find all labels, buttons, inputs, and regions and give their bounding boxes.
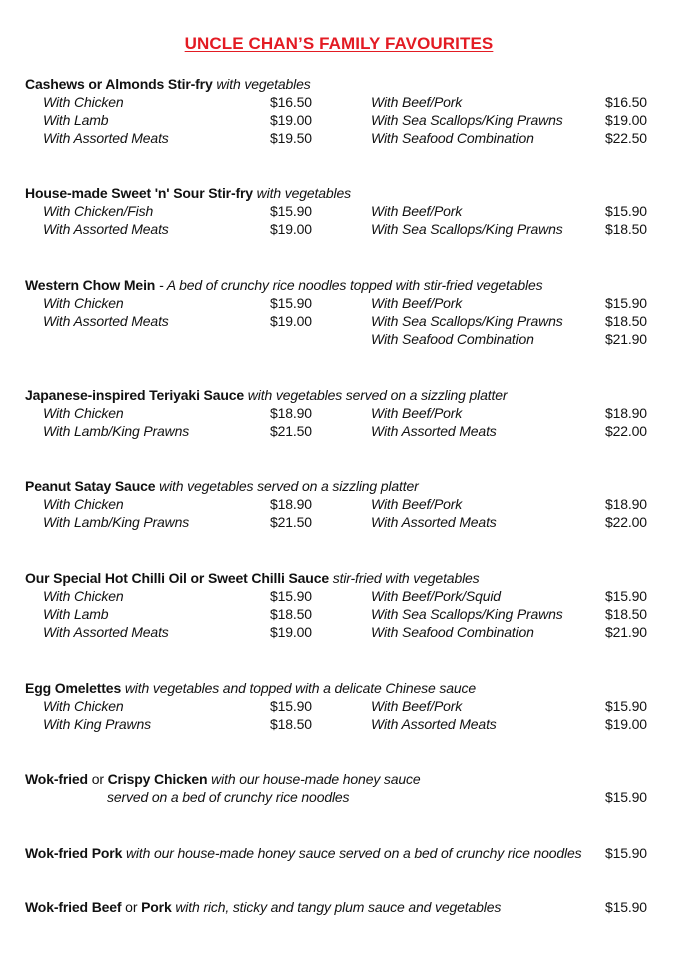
option-price: $15.90 xyxy=(270,203,312,219)
dish-description: with vegetables and topped with a delicate Chinese sauce xyxy=(121,680,476,696)
section-heading xyxy=(25,771,421,787)
option-label: With Chicken xyxy=(43,405,124,421)
option-price: $18.50 xyxy=(270,606,312,622)
option-label: With Beef/Pork/Squid xyxy=(371,588,501,604)
option-label: With Chicken/Fish xyxy=(43,203,154,219)
option-label: With Sea Scallops/King Prawns xyxy=(371,221,563,237)
option-label: With Assorted Meats xyxy=(43,313,169,329)
dish-description: with vegetables xyxy=(252,185,351,201)
option-price: $15.90 xyxy=(270,698,312,714)
option-price: $18.50 xyxy=(605,606,647,622)
option-label: With Assorted Meats xyxy=(43,130,169,146)
dish-name: Peanut Satay Sauce xyxy=(25,478,156,494)
dish-name: Cashews or Almonds Stir-fry xyxy=(25,76,213,92)
option-price: $19.50 xyxy=(270,130,312,146)
section-heading xyxy=(25,277,542,293)
option-label: With Beef/Pork xyxy=(371,698,463,714)
option-price: $18.90 xyxy=(605,405,647,421)
dish-name: Egg Omelettes xyxy=(25,680,122,696)
option-price: $16.50 xyxy=(605,94,647,110)
dish-name-alt: Pork xyxy=(141,899,172,915)
option-price: $22.00 xyxy=(605,514,647,530)
option-label: With Assorted Meats xyxy=(371,514,497,530)
option-label: With Chicken xyxy=(43,94,124,110)
dish-description-continued: served on a bed of crunchy rice noodles xyxy=(107,789,350,805)
dish-description: with our house-made honey sauce served on a bed of crunchy rice noodles xyxy=(122,845,582,861)
option-label: With Assorted Meats xyxy=(43,624,169,640)
option-price: $16.50 xyxy=(270,94,312,110)
dish-description: with vegetables served on a sizzling platter xyxy=(155,478,419,494)
option-label: With Chicken xyxy=(43,698,124,714)
option-label: With Lamb/King Prawns xyxy=(43,514,190,530)
option-price: $15.90 xyxy=(605,203,647,219)
dish-price: $15.90 xyxy=(605,899,647,915)
option-price: $15.90 xyxy=(270,295,312,311)
option-price: $18.90 xyxy=(605,496,647,512)
option-price: $18.50 xyxy=(605,313,647,329)
menu-title: UNCLE CHAN’S FAMILY FAVOURITES xyxy=(184,34,494,53)
option-label: With Lamb xyxy=(43,606,109,622)
section-heading xyxy=(25,185,351,201)
section-heading xyxy=(25,680,476,696)
option-price: $22.00 xyxy=(605,423,647,439)
section-heading xyxy=(25,76,311,92)
option-price: $19.00 xyxy=(270,221,312,237)
section-heading xyxy=(25,478,419,494)
option-label: With Assorted Meats xyxy=(371,423,497,439)
dish-price: $15.90 xyxy=(605,789,647,805)
option-label: With Lamb/King Prawns xyxy=(43,423,190,439)
option-label: With Beef/Pork xyxy=(371,94,463,110)
option-price: $18.90 xyxy=(270,405,312,421)
section-heading xyxy=(25,570,480,586)
option-price: $19.00 xyxy=(270,112,312,128)
dish-name: House-made Sweet 'n' Sour Stir-fry xyxy=(25,185,253,201)
option-price: $19.00 xyxy=(270,313,312,329)
option-label: With Beef/Pork xyxy=(371,405,463,421)
option-price: $18.90 xyxy=(270,496,312,512)
option-label: With Sea Scallops/King Prawns xyxy=(371,112,563,128)
option-price: $15.90 xyxy=(270,588,312,604)
dish-joiner: or xyxy=(87,771,108,787)
section-heading xyxy=(25,387,507,403)
option-price: $15.90 xyxy=(605,295,647,311)
dish-name: Wok-fried Pork xyxy=(25,845,123,861)
option-price: $21.50 xyxy=(270,423,312,439)
dish-price: $15.90 xyxy=(605,845,647,861)
dish-joiner: or xyxy=(121,899,142,915)
option-price: $18.50 xyxy=(605,221,647,237)
option-label: With Beef/Pork xyxy=(371,295,463,311)
option-label: With Beef/Pork xyxy=(371,203,463,219)
dish-name-alt: Crispy Chicken xyxy=(107,771,208,787)
option-price: $21.90 xyxy=(605,331,647,347)
option-label: With Seafood Combination xyxy=(371,130,534,146)
dish-description: - A bed of crunchy rice noodles topped with stir-fried vegetables xyxy=(155,277,543,293)
dish-name: Japanese-inspired Teriyaki Sauce xyxy=(25,387,245,403)
option-label: With Sea Scallops/King Prawns xyxy=(371,313,563,329)
section-heading xyxy=(25,845,581,861)
option-price: $15.90 xyxy=(605,698,647,714)
dish-description: with vegetables xyxy=(212,76,311,92)
option-price: $21.90 xyxy=(605,624,647,640)
option-label: With Chicken xyxy=(43,588,124,604)
dish-name: Wok-fried Beef xyxy=(25,899,122,915)
dish-description: stir-fried with vegetables xyxy=(328,570,480,586)
option-price: $21.50 xyxy=(270,514,312,530)
option-price: $18.50 xyxy=(270,716,312,732)
dish-name: Western Chow Mein xyxy=(25,277,156,293)
section-heading xyxy=(25,899,501,915)
option-label: With King Prawns xyxy=(43,716,151,732)
option-price: $22.50 xyxy=(605,130,647,146)
dish-description: with vegetables served on a sizzling platter xyxy=(244,387,508,403)
dish-name: Our Special Hot Chilli Oil or Sweet Chilli Sauce xyxy=(25,570,329,586)
option-price: $19.00 xyxy=(605,112,647,128)
option-label: With Lamb xyxy=(43,112,109,128)
option-label: With Sea Scallops/King Prawns xyxy=(371,606,563,622)
option-price: $19.00 xyxy=(270,624,312,640)
option-price: $19.00 xyxy=(605,716,647,732)
option-label: With Assorted Meats xyxy=(43,221,169,237)
option-label: With Chicken xyxy=(43,496,124,512)
dish-description: with rich, sticky and tangy plum sauce and vegetables xyxy=(171,899,502,915)
option-label: With Beef/Pork xyxy=(371,496,463,512)
dish-name: Wok-fried xyxy=(25,771,88,787)
option-label: With Assorted Meats xyxy=(371,716,497,732)
option-price: $15.90 xyxy=(605,588,647,604)
option-label: With Seafood Combination xyxy=(371,331,534,347)
option-label: With Chicken xyxy=(43,295,124,311)
dish-description: with our house-made honey sauce xyxy=(207,771,421,787)
option-label: With Seafood Combination xyxy=(371,624,534,640)
